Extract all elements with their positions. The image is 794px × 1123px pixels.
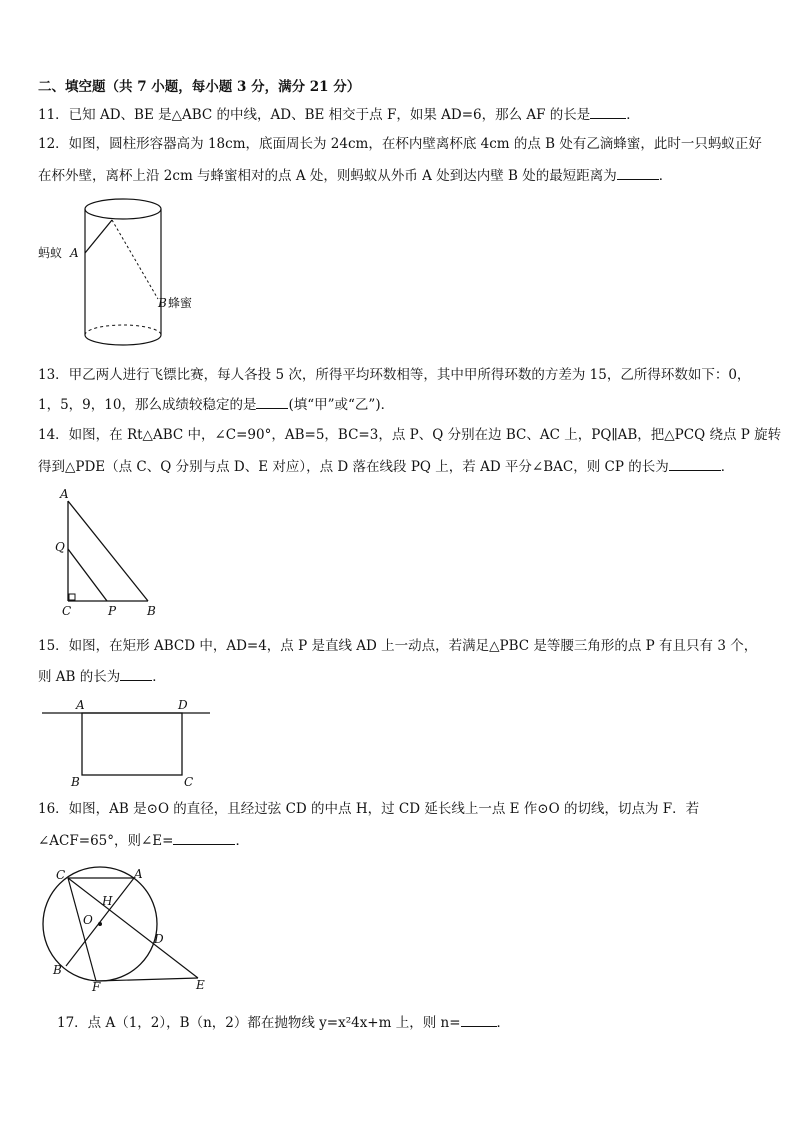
q13-text: 1，5，9，10，那么成绩较稳定的是 <box>38 397 257 413</box>
question-16-line1: 16．如图，AB 是⊙O 的直径，且经过弦 CD 的中点 H，过 CD 延长线上一点 E 作⊙O 的切线，切点为 F．若 <box>38 801 700 817</box>
question-13-line1: 13．甲乙两人进行飞镖比赛，每人各投 5 次，所得平均环数相等，其中甲所得环数的方差为 15，乙所得环数如下：0， <box>38 367 751 383</box>
question-12-line1: 12．如图，圆柱形容器高为 18cm，底面周长为 24cm，在杯内壁离杯底 4cm 的点 B 处有乙滴蜂蜜，此时一只蚂蚁正好 <box>38 136 762 152</box>
q12-tail: ． <box>658 168 673 184</box>
q17-answer-blank[interactable] <box>461 1013 497 1027</box>
q17-tail: ． <box>496 1015 511 1031</box>
section-title: 二、填空题（共 7 小题，每小题 3 分，满分 21 分） <box>38 79 361 95</box>
q13-tail: (填“甲”或“乙”)． <box>288 397 395 413</box>
question-12-line2 <box>38 166 672 186</box>
q11-text: 11．已知 AD、BE 是△ABC 的中线，AD、BE 相交于点 F，如果 AD=6，那么 AF 的长是 <box>38 107 591 123</box>
q11-answer-blank[interactable] <box>590 105 626 119</box>
question-14-line1: 14．如图，在 Rt△ABC 中，∠C=90°，AB=5，BC=3，点 P、Q 分别在边 BC、AC 上，PQ∥AB，把△PCQ 绕点 P 旋转 <box>38 427 782 443</box>
q15-point-c: C <box>184 775 194 789</box>
q16-point-e: E <box>196 978 205 992</box>
q14-point-p: P <box>108 604 117 618</box>
q15-answer-blank[interactable] <box>120 667 152 681</box>
q12-text: 在杯外壁，离杯上沿 2cm 与蜂蜜相对的点 A 处，则蚂蚁从外币 A 处到达内壁 B 处的最短距离为 <box>38 168 617 184</box>
q16-point-b: B <box>53 963 62 977</box>
q14-point-q: Q <box>55 540 65 554</box>
q16-answer-blank[interactable] <box>173 831 235 845</box>
q15-point-b: B <box>71 775 80 789</box>
q14-answer-blank[interactable] <box>669 457 721 471</box>
q16-point-o: O <box>83 913 93 927</box>
q16-point-f: F <box>92 980 101 994</box>
question-16-line2 <box>38 831 249 851</box>
q14-point-a: A <box>60 487 69 501</box>
q12-honey-label: 蜂蜜 <box>168 296 193 310</box>
question-15-line2 <box>38 667 166 687</box>
question-11 <box>38 105 640 125</box>
q11-tail: ． <box>626 107 640 123</box>
q14-triangle-figure <box>52 485 164 620</box>
question-15-line1: 15．如图，在矩形 ABCD 中，AD=4，点 P 是直线 AD 上一动点，若满足△PBC 是等腰三角形的点 P 有且只有 3 个， <box>38 638 758 654</box>
q14-point-b: B <box>147 604 156 618</box>
q16-tail: ． <box>235 833 249 849</box>
q16-point-a: A <box>134 867 143 881</box>
q16-point-c: C <box>56 868 66 882</box>
q15-point-a: A <box>76 698 85 712</box>
q12-point-b: B <box>158 296 167 310</box>
q14-point-c: C <box>62 604 72 618</box>
q15-text: 则 AB 的长为 <box>38 669 121 685</box>
q13-answer-blank[interactable] <box>256 395 288 409</box>
q16-circle-figure <box>34 862 218 992</box>
q14-text: 得到△PDE（点 C、Q 分别与点 D、E 对应），点 D 落在线段 PQ 上，若 AD 平分∠BAC，则 CP 的长为 <box>38 459 669 475</box>
q12-ant-label: 蚂蚁 <box>38 246 63 260</box>
q17-text: 17．点 A（1，2），B（n，2）都在抛物线 y=x²4x+m 上，则 n= <box>57 1015 461 1031</box>
q15-point-d: D <box>178 698 188 712</box>
q16-point-h: H <box>102 894 113 908</box>
q14-tail: ． <box>720 459 735 475</box>
q12-cylinder-figure <box>30 195 220 347</box>
question-14-line2 <box>38 457 734 477</box>
question-17 <box>57 1013 510 1033</box>
q12-point-a: A <box>70 246 79 260</box>
q15-tail: ． <box>152 669 166 685</box>
q16-text: ∠ACF=65°，则∠E= <box>38 833 174 849</box>
q16-point-d: D <box>154 932 164 946</box>
q15-rectangle-figure <box>38 697 218 789</box>
q12-answer-blank[interactable] <box>617 166 659 180</box>
question-13-line2 <box>38 395 394 415</box>
